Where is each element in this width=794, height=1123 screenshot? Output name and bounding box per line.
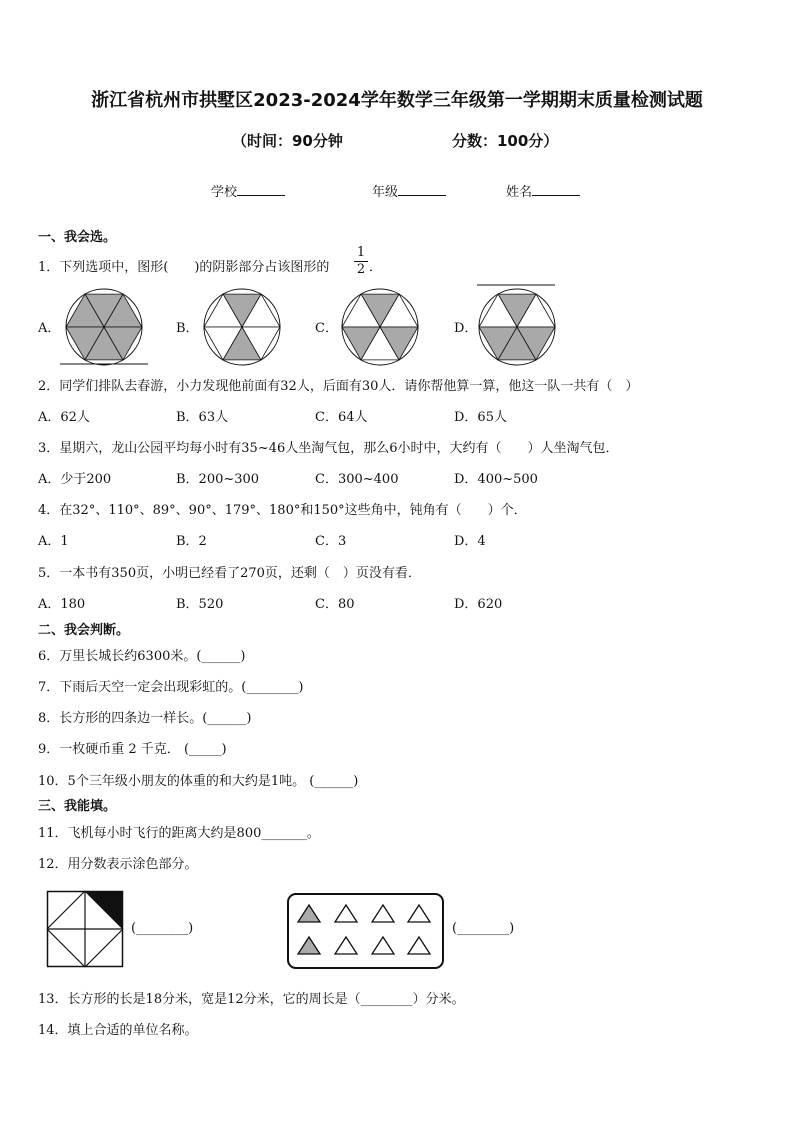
triangle	[372, 905, 394, 922]
fraction-numerator: 1	[356, 245, 366, 260]
judge-question-6[interactable]: 6．万里长城长约6300米。(______)	[38, 649, 246, 664]
q1-figure-a[interactable]	[64, 287, 144, 367]
q1-figure-b[interactable]	[202, 287, 282, 367]
q5-option-b[interactable]: B．520	[176, 597, 224, 612]
judge-question-10[interactable]: 10．5个三年级小朋友的体重的和大约是1吨。 (______)	[38, 774, 359, 789]
triangle	[335, 905, 357, 922]
q12-blank-left[interactable]: (________)	[131, 921, 194, 936]
q1-figure-d[interactable]	[477, 287, 557, 367]
name-blank[interactable]	[532, 183, 580, 196]
school-label: 学校	[211, 185, 238, 200]
school-blank[interactable]	[237, 183, 285, 196]
name-field[interactable]	[506, 181, 580, 200]
name-label: 姓名	[506, 185, 533, 200]
exam-score: 分数：100分）	[452, 132, 559, 150]
fill-question-12: 12．用分数表示涂色部分。	[38, 857, 198, 872]
q3-option-d[interactable]: D．400~500	[454, 472, 538, 487]
triangle	[372, 937, 394, 954]
school-field[interactable]	[211, 181, 285, 200]
diagonal-line	[85, 929, 123, 967]
q2-option-b[interactable]: B．63人	[176, 410, 229, 425]
grade-label: 年级	[372, 185, 399, 200]
q3-option-a[interactable]: A．少于200	[38, 472, 112, 487]
grade-blank[interactable]	[398, 183, 446, 196]
exam-time: （时间：90分钟	[232, 132, 343, 150]
triangle	[408, 905, 430, 922]
question-5: 5．一本书有350页，小明已经看了270页，还剩（ ）页没有看．	[38, 566, 421, 581]
q5-option-c[interactable]: C．80	[315, 597, 355, 612]
question-1-tail: ．	[369, 260, 383, 275]
fill-question-14: 14．填上合适的单位名称。	[38, 1023, 198, 1038]
q4-option-b[interactable]: B．2	[176, 534, 207, 549]
q5-option-a[interactable]: A．180	[38, 597, 86, 612]
fraction-one-half	[354, 246, 368, 277]
triangle	[408, 937, 430, 954]
question-4: 4．在32°、110°、89°、90°、179°、180°和150°这些角中，钝角有（ ）个．	[38, 503, 527, 518]
section-heading-judge: 二、我会判断。	[38, 623, 130, 638]
q4-option-c[interactable]: C．3	[315, 534, 347, 549]
triangle	[335, 937, 357, 954]
page-title: 浙江省杭州市拱墅区2023-2024学年数学三年级第一学期期末质量检测试题	[91, 90, 703, 111]
q12-triangles-figure	[287, 893, 444, 969]
section-heading-choice: 一、我会选。	[38, 230, 117, 245]
question-2: 2．同学们排队去春游，小力发现他前面有32人，后面有30人．请你帮他算一算，他这一队一共有（ ）	[38, 379, 639, 394]
question-3: 3．星期六，龙山公园平均每小时有35~46人坐淘气包，那么6小时中，大约有（ ）人坐淘气包．	[38, 441, 619, 456]
fraction-denominator: 2	[356, 262, 366, 277]
question-1-text: 1．下列选项中，图形( )的阴影部分占该图形的	[38, 260, 330, 275]
judge-question-9[interactable]: 9．一枚硬币重 2 千克． (_____)	[38, 742, 227, 757]
diagonal-line	[47, 929, 85, 967]
judge-question-7[interactable]: 7．下雨后天空一定会出现彩虹的。(________)	[38, 680, 304, 695]
q5-option-d[interactable]: D．620	[454, 597, 503, 612]
q1-option-d-label[interactable]: D．	[454, 321, 478, 336]
grade-field[interactable]	[372, 181, 446, 200]
q4-option-a[interactable]: A．1	[38, 534, 69, 549]
q12-square-figure	[47, 891, 123, 967]
q2-option-c[interactable]: C．64人	[315, 410, 368, 425]
q1-option-a-label[interactable]: A．	[38, 321, 61, 336]
section-heading-fill: 三、我能填。	[38, 799, 117, 814]
q4-option-d[interactable]: D．4	[454, 534, 486, 549]
q3-option-c[interactable]: C．300~400	[315, 472, 399, 487]
triangle-shaded	[298, 937, 320, 954]
question-1	[38, 256, 329, 275]
q3-option-b[interactable]: B．200~300	[176, 472, 260, 487]
judge-question-8[interactable]: 8．长方形的四条边一样长。(______)	[38, 711, 252, 726]
q1-option-b-label[interactable]: B．	[176, 321, 199, 336]
triangle-shaded	[298, 905, 320, 922]
q2-option-d[interactable]: D．65人	[454, 410, 507, 425]
q2-option-a[interactable]: A．62人	[38, 410, 90, 425]
q1-option-c-label[interactable]: C．	[315, 321, 338, 336]
diagonal-line	[47, 891, 85, 929]
fill-question-13[interactable]: 13．长方形的长是18分米，宽是12分米，它的周长是（________）分米。	[38, 992, 465, 1007]
q1-figure-c[interactable]	[340, 287, 420, 367]
q12-blank-right[interactable]: (________)	[452, 921, 515, 936]
fill-question-11[interactable]: 11．飞机每小时飞行的距离大约是800_______。	[38, 826, 320, 841]
